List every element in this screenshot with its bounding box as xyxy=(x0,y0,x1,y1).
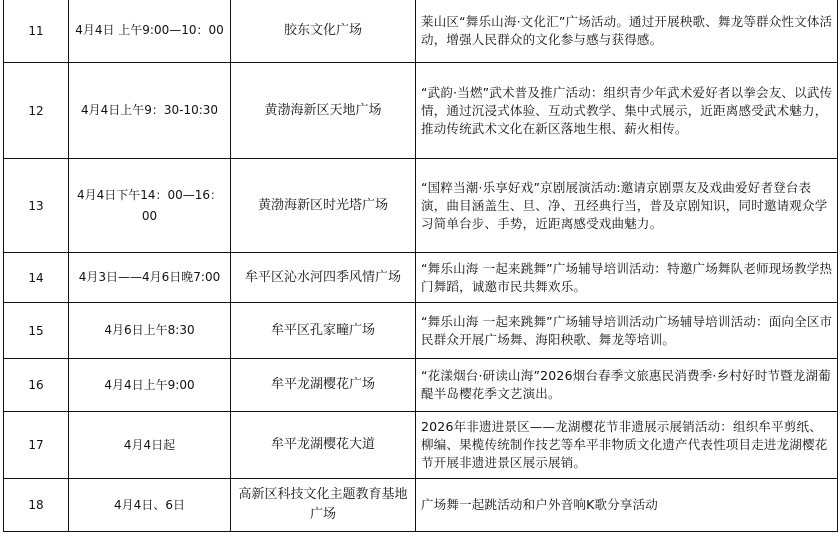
event-place: 牟平龙湖樱花广场 xyxy=(231,359,416,412)
table-row xyxy=(4,0,838,63)
event-description: “舞乐山海 一起来跳舞”广场辅导培训活动：特邀广场舞队老师现场教学热门舞蹈，诚邀市民共舞欢乐。 xyxy=(416,253,838,303)
event-time: 4月4日上午9：30-10:30 xyxy=(69,63,231,159)
table-row xyxy=(4,63,838,159)
event-time: 4月6日上午8:30 xyxy=(69,303,231,359)
event-description: “国粹当潮·乐享好戏”京剧展演活动:邀请京剧票友及戏曲爱好者登台表演，曲目涵盖生、旦、净、丑经典行当，普及京剧知识，同时邀请观众学习简单台步、手势，近距离感受戏曲魅力。 xyxy=(416,159,838,253)
table-row xyxy=(4,412,838,479)
event-place: 牟平龙湖樱花大道 xyxy=(231,412,416,479)
event-description: “舞乐山海 一起来跳舞”广场辅导培训活动广场辅导培训活动：面向全区市民群众开展广场舞、海阳秧歌、舞龙等培训。 xyxy=(416,303,838,359)
event-description: “花漾烟台·研读山海”2026烟台春季文旅惠民消费季·乡村好时节暨龙湖葡醍半岛樱花季文艺演出。 xyxy=(416,359,838,412)
events-table xyxy=(3,0,838,532)
table-row xyxy=(4,479,838,532)
event-description: 广场舞一起跳活动和户外音响K歌分享活动 xyxy=(416,479,838,532)
event-description: “武韵·当燃”武术普及推广活动：组织青少年武术爱好者以拳会友、以武传情，通过沉浸式体验、互动式教学、集中式展示，近距离感受武术魅力，推动传统武术文化在新区落地生根、薪火相传。 xyxy=(416,63,838,159)
table-row xyxy=(4,159,838,253)
event-place: 高新区科技文化主题教育基地广场 xyxy=(231,479,416,532)
event-time: 4月3日——4月6日晚7:00 xyxy=(69,253,231,303)
event-place: 黄渤海新区时光塔广场 xyxy=(231,159,416,253)
event-time: 4月4日、6日 xyxy=(69,479,231,532)
event-time: 4月4日下午14：00—16：00 xyxy=(69,159,231,253)
row-number: 12 xyxy=(4,63,69,159)
event-description: 2026年非遗进景区——龙湖樱花节非遗展示展销活动：组织牟平剪纸、柳编、果榄传统制作技艺等牟平非物质文化遗产代表性项目走进龙湖樱花节开展非遗进景区展示展销。 xyxy=(416,412,838,479)
table-row xyxy=(4,303,838,359)
event-description: 莱山区“舞乐山海·文化汇”广场活动。通过开展秧歌、舞龙等群众性文体活动，增强人民群众的文化参与感与获得感。 xyxy=(416,0,838,63)
event-place: 黄渤海新区天地广场 xyxy=(231,63,416,159)
table-row xyxy=(4,253,838,303)
row-number: 14 xyxy=(4,253,69,303)
row-number: 11 xyxy=(4,0,69,63)
table-row xyxy=(4,359,838,412)
row-number: 16 xyxy=(4,359,69,412)
event-time: 4月4日 上午9:00—10：00 xyxy=(69,0,231,63)
event-place: 胶东文化广场 xyxy=(231,0,416,63)
row-number: 18 xyxy=(4,479,69,532)
row-number: 17 xyxy=(4,412,69,479)
row-number: 15 xyxy=(4,303,69,359)
event-time: 4月4日上午9:00 xyxy=(69,359,231,412)
row-number: 13 xyxy=(4,159,69,253)
event-place: 牟平区沁水河四季风情广场 xyxy=(231,253,416,303)
event-time: 4月4日起 xyxy=(69,412,231,479)
event-place: 牟平区孔家疃广场 xyxy=(231,303,416,359)
